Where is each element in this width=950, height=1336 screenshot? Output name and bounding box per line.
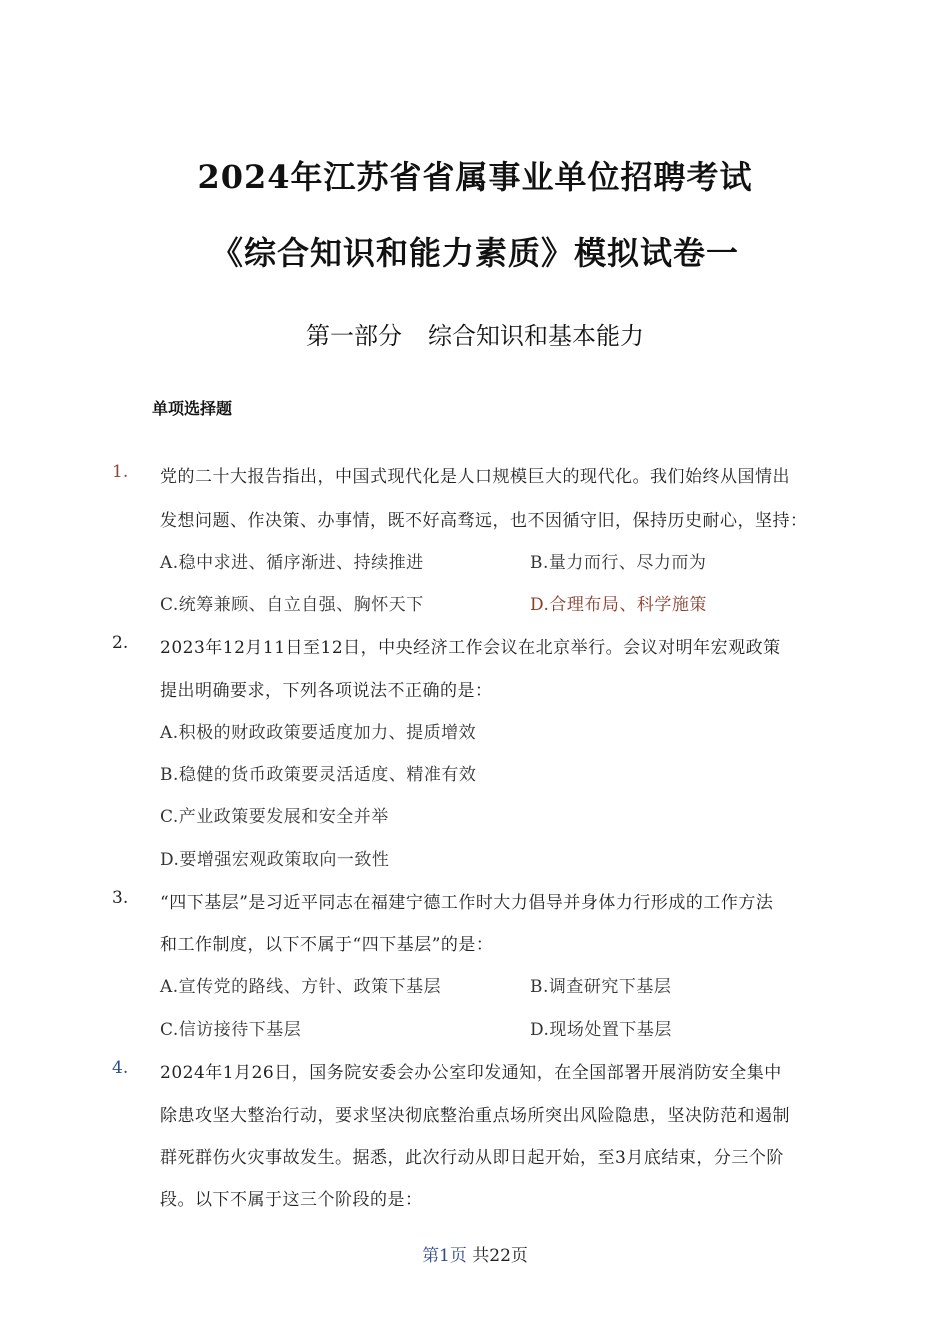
document-title-line1: 2024年江苏省省属事业单位招聘考试 bbox=[197, 158, 753, 196]
option-a: A.宣传党的路线、方针、政策下基层 bbox=[160, 977, 442, 997]
current-page: 第1页 bbox=[422, 1246, 467, 1266]
option-b: B.稳健的货币政策要灵活适度、精准有效 bbox=[160, 765, 477, 785]
question-text-line: 和工作制度，以下不属于“四下基层”的是： bbox=[160, 935, 494, 955]
option-a: A.稳中求进、循序渐进、持续推进 bbox=[160, 553, 424, 573]
part-heading bbox=[0, 316, 950, 351]
question-text-line: “四下基层”是习近平同志在福建宁德工作时大力倡导并身体力行形成的工作方法 bbox=[160, 893, 774, 913]
question-text-line: 党的二十大报告指出，中国式现代化是人口规模巨大的现代化。我们始终从国情出 bbox=[160, 467, 790, 487]
question-number: 2. bbox=[112, 633, 129, 653]
question-text-line: 提出明确要求，下列各项说法不正确的是： bbox=[160, 681, 493, 701]
part-label: 第一部分 bbox=[306, 322, 402, 350]
option-d: D.现场处置下基层 bbox=[530, 1020, 672, 1040]
question-text-line: 段。以下不属于这三个阶段的是： bbox=[160, 1190, 423, 1210]
option-c: C.统筹兼顾、自立自强、胸怀天下 bbox=[160, 595, 424, 615]
part-name: 综合知识和基本能力 bbox=[428, 322, 644, 350]
question-text-line: 除患攻坚大整治行动，要求坚决彻底整治重点场所突出风险隐患，坚决防范和遏制 bbox=[160, 1106, 790, 1126]
option-b: B.调查研究下基层 bbox=[530, 977, 672, 997]
option-c: C.信访接待下基层 bbox=[160, 1020, 302, 1040]
question-number: 1. bbox=[112, 462, 129, 482]
question-text-line: 发想问题、作决策、办事情，既不好高骛远，也不因循守旧，保持历史耐心，坚持： bbox=[160, 511, 808, 531]
option-d: D.合理布局、科学施策 bbox=[530, 595, 707, 615]
page-footer bbox=[0, 1241, 950, 1266]
question-text-line: 2024年1月26日，国务院安委会办公室印发通知，在全国部署开展消防安全集中 bbox=[160, 1063, 782, 1083]
option-c: C.产业政策要发展和安全并举 bbox=[160, 807, 389, 827]
question-text-line: 2023年12月11日至12日，中央经济工作会议在北京举行。会议对明年宏观政策 bbox=[160, 638, 781, 658]
total-pages: 共22页 bbox=[472, 1246, 528, 1266]
question-text-line: 群死群伤火灾事故发生。据悉，此次行动从即日起开始，至3月底结束，分三个阶 bbox=[160, 1148, 784, 1168]
question-number: 4. bbox=[112, 1058, 129, 1078]
section-heading: 单项选择题 bbox=[152, 399, 233, 418]
option-d: D.要增强宏观政策取向一致性 bbox=[160, 850, 390, 870]
document-title-line2: 《综合知识和能力素质》模拟试卷一 bbox=[210, 234, 739, 272]
question-number: 3. bbox=[112, 888, 129, 908]
option-b: B.量力而行、尽力而为 bbox=[530, 553, 707, 573]
option-a: A.积极的财政政策要适度加力、提质增效 bbox=[160, 723, 477, 743]
